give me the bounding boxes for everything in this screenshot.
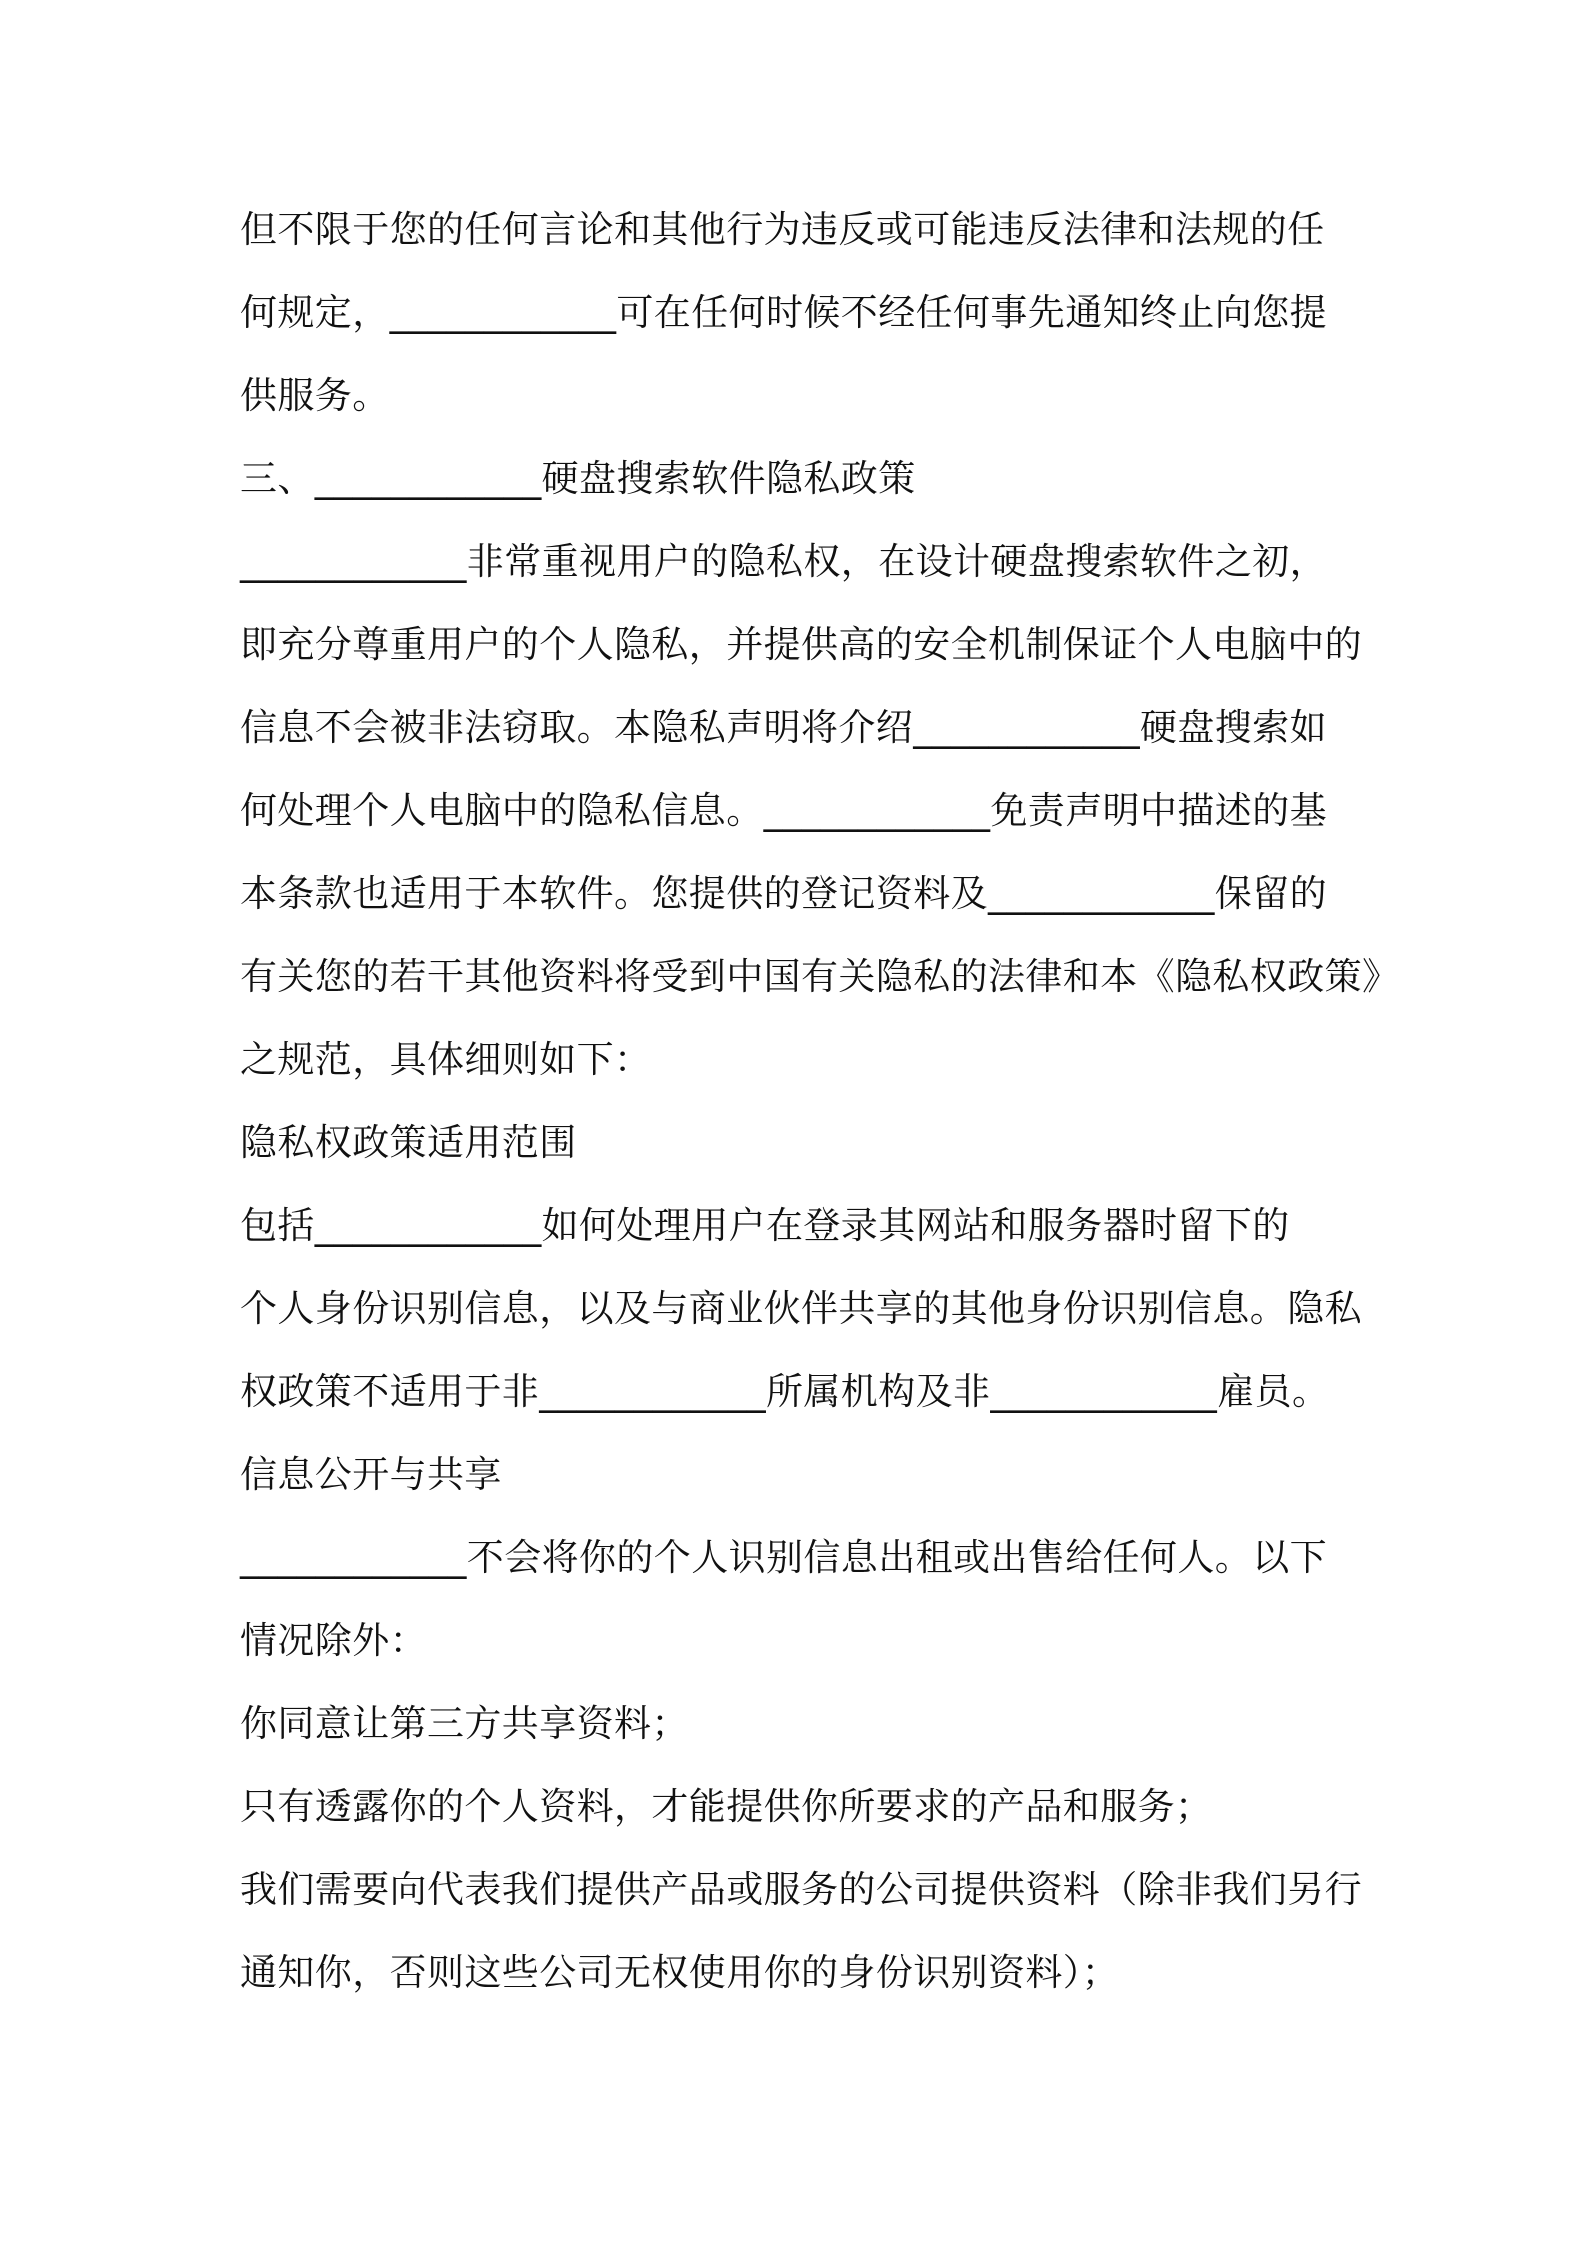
section-heading: 三、____________硬盘搜索软件隐私政策 (240, 457, 916, 500)
text-line: 何规定，____________可在任何时候不经任何事先通知终止向您提 (240, 291, 1327, 334)
subheading: 信息公开与共享 (240, 1453, 502, 1496)
list-item: 你同意让第三方共享资料； (240, 1702, 689, 1745)
text-line: 供服务。 (240, 374, 390, 417)
text-line: 即充分尊重用户的个人隐私，并提供高的安全机制保证个人电脑中的 (240, 623, 1362, 666)
text-line: 有关您的若干其他资料将受到中国有关隐私的法律和本《隐私权政策》 (240, 955, 1400, 998)
text-line: 情况除外： (240, 1619, 427, 1662)
text-line: 之规范，具体细则如下： (240, 1038, 652, 1081)
text-line: ____________不会将你的个人识别信息出租或出售给任何人。以下 (240, 1536, 1327, 1579)
text-line: 通知你，否则这些公司无权使用你的身份识别资料）； (240, 1951, 1120, 1994)
list-item: 我们需要向代表我们提供产品或服务的公司提供资料（除非我们另行 (240, 1868, 1362, 1911)
list-item: 只有透露你的个人资料，才能提供你所要求的产品和服务； (240, 1785, 1213, 1828)
text-line: 信息不会被非法窃取。本隐私声明将介绍____________硬盘搜索如 (240, 706, 1327, 749)
subheading: 隐私权政策适用范围 (240, 1121, 577, 1164)
text-line: 包括____________如何处理用户在登录其网站和服务器时留下的 (240, 1204, 1290, 1247)
text-line: 个人身份识别信息，以及与商业伙伴共享的其他身份识别信息。隐私 (240, 1287, 1362, 1330)
text-line: ____________非常重视用户的隐私权，在设计硬盘搜索软件之初， (240, 540, 1327, 583)
text-line: 何处理个人电脑中的隐私信息。____________免责声明中描述的基 (240, 789, 1327, 832)
text-line: 但不限于您的任何言论和其他行为违反或可能违反法律和法规的任 (240, 208, 1325, 251)
text-line: 权政策不适用于非____________所属机构及非____________雇员。 (240, 1370, 1330, 1413)
text-line: 本条款也适用于本软件。您提供的登记资料及____________保留的 (240, 872, 1327, 915)
